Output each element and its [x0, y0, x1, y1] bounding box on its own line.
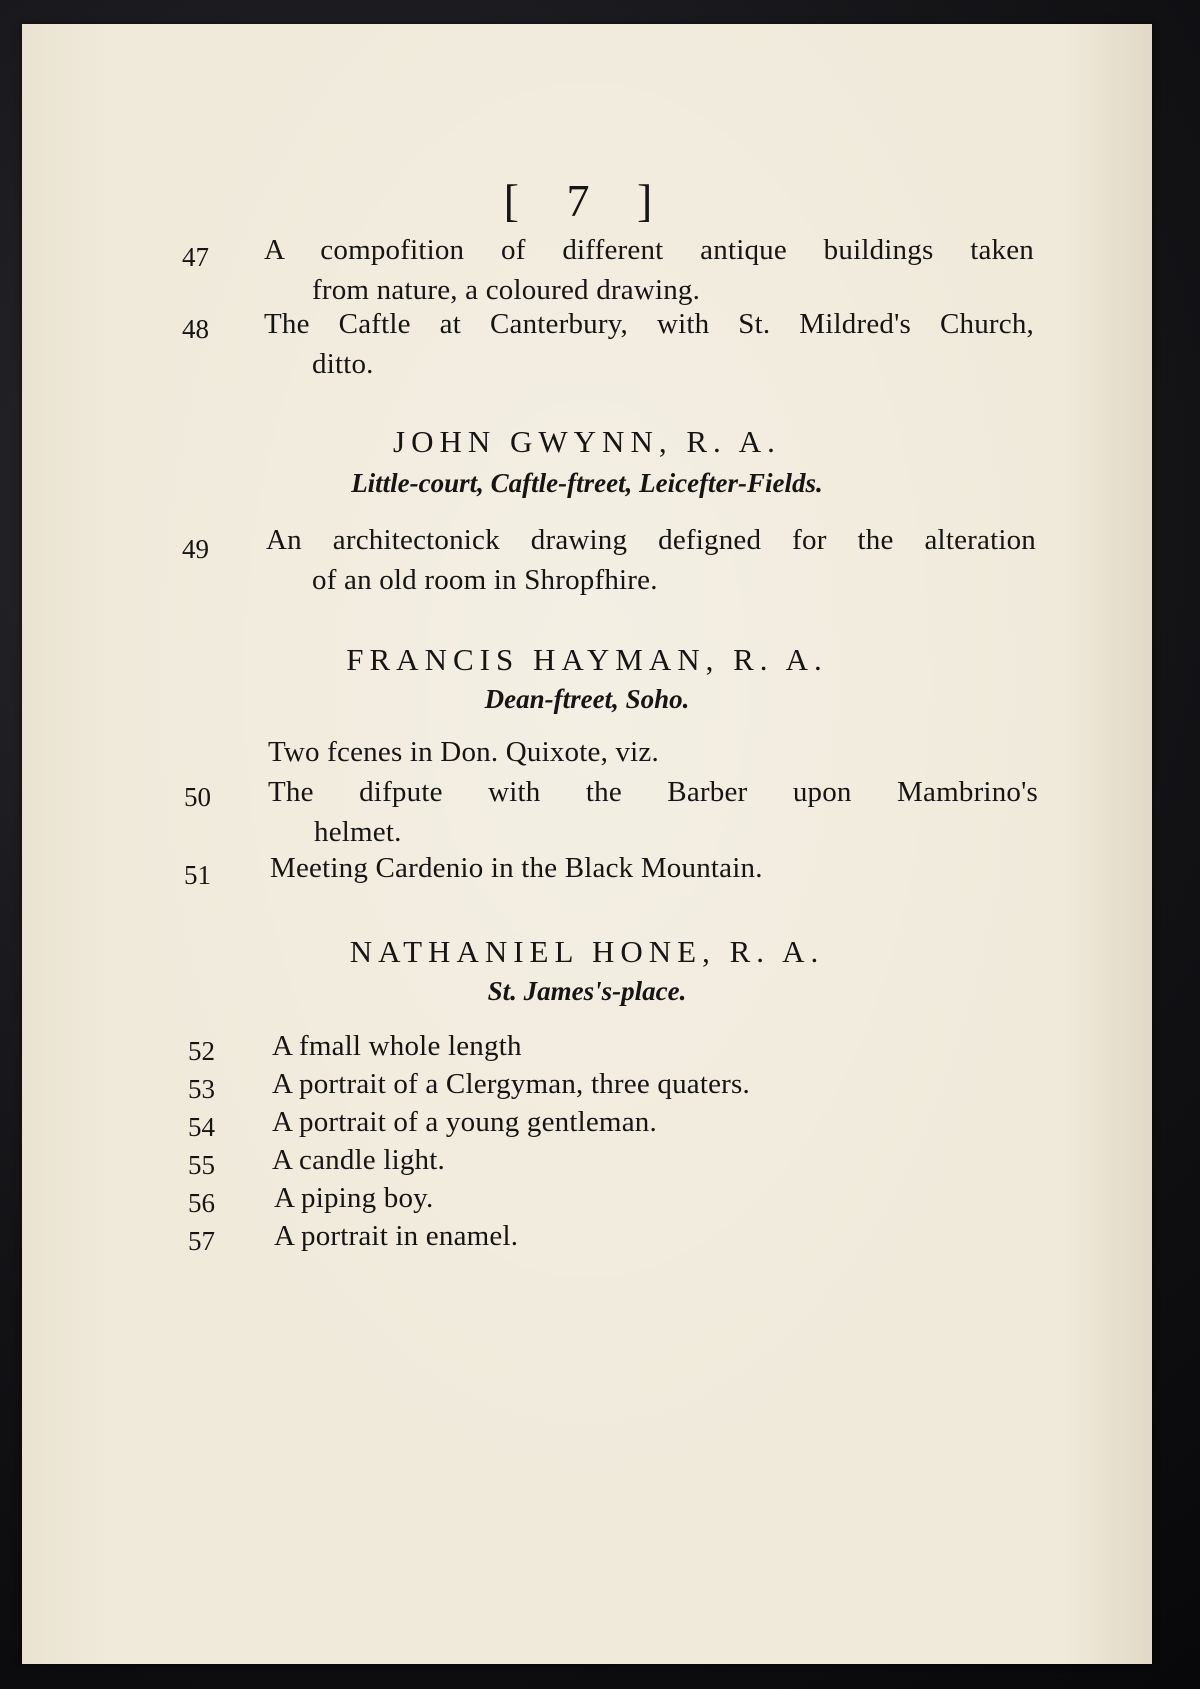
document-page [22, 24, 1152, 1664]
entry-number: 55 [188, 1150, 215, 1180]
entry-text-continued: from nature, a coloured drawing. [312, 274, 701, 306]
entry-text-continued: of an old room in Shropfhire. [312, 564, 658, 596]
entry-text-continued: helmet. [314, 816, 402, 848]
entry-number: 50 [184, 782, 211, 812]
artist-address: Little-court, Caftle-ftreet, Leicefter-Fields. [351, 468, 823, 498]
entry-text: An architectonick drawing defigned for the alteration [266, 524, 1036, 556]
entry-number: 51 [184, 860, 211, 890]
artist-heading: NATHANIEL HONE, R. A. [349, 934, 825, 969]
entry-intro: Two fcenes in Don. Quixote, viz. [268, 736, 659, 768]
artist-address: St. James's-place. [487, 976, 687, 1006]
entry-text: A portrait of a young gentleman. [272, 1106, 657, 1138]
entry-number: 49 [182, 534, 209, 564]
entry-number: 48 [182, 314, 209, 344]
page-number-header: [ 7 ] [503, 175, 671, 226]
entry-text: A compofition of different antique buildings taken [264, 234, 1034, 266]
entry-text: A candle light. [272, 1144, 445, 1176]
entry-number: 52 [188, 1036, 215, 1066]
entry-text: The Caftle at Canterbury, with St. Mildred's Church, [264, 308, 1034, 340]
entry-text: A portrait of a Clergyman, three quaters. [272, 1068, 750, 1100]
entry-text: The difpute with the Barber upon Mambrino's [268, 776, 1038, 808]
entry-number: 47 [182, 242, 209, 272]
entry-number: 57 [188, 1226, 215, 1256]
entry-text: A fmall whole length [272, 1030, 522, 1062]
entry-text: A piping boy. [274, 1182, 434, 1214]
artist-heading: JOHN GWYNN, R. A. [393, 424, 781, 459]
artist-address: Dean-ftreet, Soho. [484, 684, 690, 714]
entry-number: 56 [188, 1188, 215, 1218]
entry-number: 54 [188, 1112, 215, 1142]
entry-number: 53 [188, 1074, 215, 1104]
entry-text-continued: ditto. [312, 348, 374, 380]
entry-text: Meeting Cardenio in the Black Mountain. [270, 852, 763, 884]
entry-text: A portrait in enamel. [274, 1220, 519, 1252]
artist-heading: FRANCIS HAYMAN, R. A. [346, 642, 828, 677]
